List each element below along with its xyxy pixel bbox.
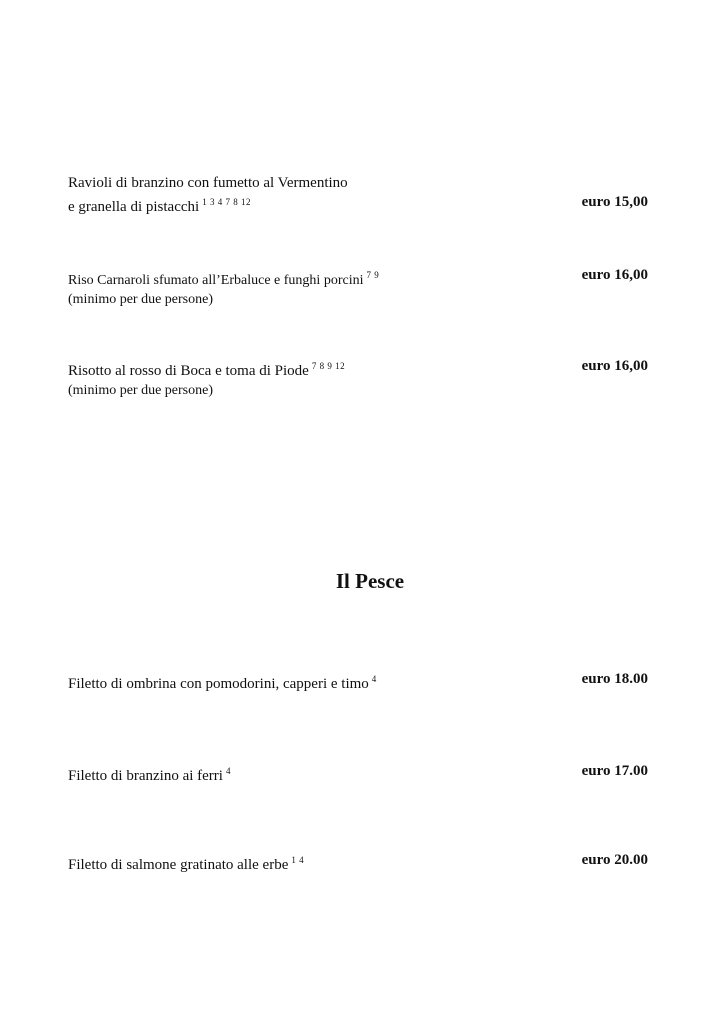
menu-item-branzino xyxy=(68,762,648,786)
dish-name: Filetto di salmone gratinato alle erbe $^{1 4}$ xyxy=(68,855,305,873)
allergen-codes: 7 8 9 12 xyxy=(311,361,346,371)
allergen-codes: 7 9 xyxy=(366,270,380,280)
dish-price: euro 18.00 xyxy=(581,671,648,687)
dish-name: Ravioli di branzino con fumetto al Vermentino xyxy=(68,175,348,191)
dish-note: (minimo per due persone) xyxy=(68,292,214,307)
menu-item-riso-carnaroli xyxy=(68,266,648,309)
allergen-codes: 4 xyxy=(371,674,377,684)
dish-name: Filetto di branzino ai ferri $^4$ xyxy=(68,766,231,784)
allergen-codes: 1 3 4 7 8 12 xyxy=(202,197,251,207)
dish-name: Filetto di ombrina con pomodorini, capperi e timo $^4$ xyxy=(68,674,377,692)
menu-item-salmone xyxy=(68,851,648,875)
section-title-il-pesce: Il Pesce xyxy=(335,569,405,593)
dish-price: euro 15,00 xyxy=(581,194,648,210)
menu-item-ravioli xyxy=(68,174,648,217)
dish-name: Riso Carnaroli sfumato all’Erbaluce e funghi porcini $^{7 9}$ xyxy=(68,270,380,288)
dish-note: (minimo per due persone) xyxy=(68,383,214,398)
dish-description: e granella di pistacchi $^{1 3 4 7 8 12}$ xyxy=(68,197,251,215)
dish-price: euro 16,00 xyxy=(581,358,648,374)
menu-item-risotto-boca xyxy=(68,357,648,400)
dish-price: euro 17.00 xyxy=(581,763,648,779)
menu-item-ombrina xyxy=(68,670,648,694)
allergen-codes: 4 xyxy=(225,766,231,776)
allergen-codes: 1 4 xyxy=(291,855,305,865)
dish-name: Risotto al rosso di Boca e toma di Piode $^{7 8 9 12}$ xyxy=(68,361,346,379)
dish-price: euro 20.00 xyxy=(581,852,648,868)
dish-price: euro 16,00 xyxy=(581,267,648,283)
